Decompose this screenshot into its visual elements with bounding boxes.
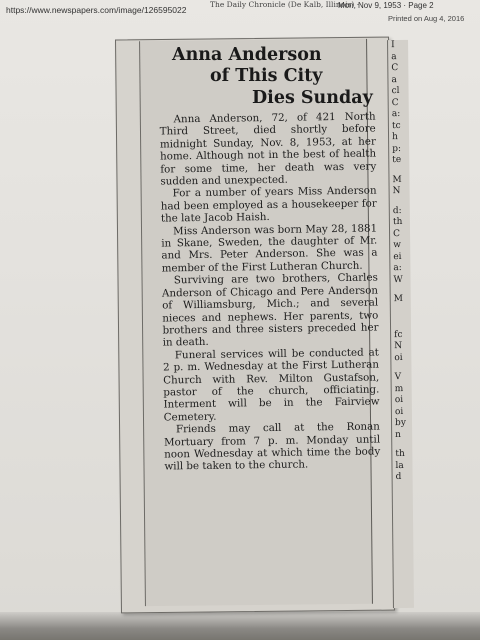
page-edge-shadow	[0, 612, 480, 640]
adjacent-column-fragment-text: th	[395, 448, 405, 460]
adjacent-column-fragment-text: d	[395, 471, 402, 483]
adjacent-column-fragment-text: h	[391, 132, 398, 143]
adjacent-column-fragment-text: fc	[394, 329, 403, 340]
paragraph: Friends may call at the Ronan Mortuary from 7 p. m. Monday until noon Wednesday at which time the body will be taken to the church.	[164, 420, 381, 473]
adjacent-column-fragment-text	[391, 364, 411, 372]
publication-name: The Daily Chronicle (De Kalb, Illinois) ·	[210, 0, 360, 9]
printed-date: Printed on Aug 4, 2016	[388, 14, 465, 23]
adjacent-column-fragment-text: I	[391, 40, 395, 51]
headline-line-2: of This City	[210, 66, 323, 86]
adjacent-column-fragment-text: oi	[394, 394, 404, 406]
adjacent-column-fragment-text: a	[391, 51, 397, 62]
headline-line-3: Dies Sunday	[252, 88, 373, 108]
paragraph: For a number of years Miss Anderson had been employed as a housekeeper for the late Jacob Haish.	[160, 184, 377, 225]
adjacent-column-fragment-text	[392, 441, 412, 449]
adjacent-column-fragment-text: d:	[392, 205, 402, 216]
adjacent-column-fragment-text	[389, 166, 409, 174]
adjacent-column-fragment-text	[391, 321, 411, 329]
adjacent-column-fragment-text: ei	[393, 251, 402, 262]
adjacent-column-fragment-text	[391, 305, 411, 313]
adjacent-column-fragment-text: oi	[394, 406, 404, 417]
adjacent-column-fragment-text: la	[395, 460, 404, 471]
paragraph: Funeral services will be conducted at 2 p. m. Wednesday at the First Lutheran Church with Rev. Milton Gustafson, pastor of the church, officiating. Interment will be in the Fairview Cemetery.	[162, 346, 380, 424]
adjacent-column-fragment-text: a:	[393, 262, 402, 274]
headline-line-1: Anna Anderson	[172, 45, 322, 65]
paragraph: Miss Anderson was born May 28, 1881 in Skane, Sweden, the daughter of Mr. and Mrs. Peter Anderson. She was a member of the First Lutheran Church.	[161, 222, 378, 275]
adjacent-column-fragment-text: N	[394, 340, 403, 352]
adjacent-column-fragment-text: w	[393, 239, 401, 251]
adjacent-column-fragment-text: a	[391, 74, 397, 85]
source-url: https://www.newspapers.com/image/126595022	[6, 5, 187, 15]
adjacent-column-fragment-text: N	[392, 185, 401, 197]
adjacent-column-fragment-text: C	[391, 63, 399, 74]
adjacent-column-fragment-text: M	[392, 174, 402, 185]
adjacent-column-fragment-text: V	[394, 371, 402, 383]
adjacent-column-fragment-text: oi	[394, 352, 403, 363]
adjacent-column-fragment-text: n	[395, 429, 402, 440]
adjacent-column-fragment-text: tc	[391, 120, 401, 131]
adjacent-column-fragment-text: M	[393, 293, 404, 305]
adjacent-column-fragment-text: te	[392, 154, 402, 166]
adjacent-column-fragment-text: m	[394, 383, 404, 394]
adjacent-column-fragment-text: cl	[391, 85, 400, 97]
article-body	[159, 111, 380, 474]
adjacent-column-fragment-text: W	[393, 274, 403, 285]
issue-date-page: Mon, Nov 9, 1953 · Page 2	[338, 1, 434, 10]
paragraph: Surviving are two brothers, Charles Anderson of Chicago and Pere Anderson of Williamsburg, Mich.; and several nieces and nephews. Her parents, two brothers and three sisters preceded her in death.	[161, 271, 379, 349]
adjacent-column-fragment-text	[390, 197, 410, 205]
adjacent-column-fragment-text: th	[392, 216, 403, 228]
adjacent-column-fragment-text: a:	[391, 108, 401, 120]
adjacent-column-fragment-text: C	[391, 97, 399, 108]
paragraph: Anna Anderson, 72, of 421 North Third Street, died shortly before midnight Sunday, Nov. 8, 1953, at her home. Although not in the best of health for some time, her death was very sudden and unexpected.	[159, 110, 377, 188]
adjacent-column-fragment-text: C	[393, 228, 400, 239]
adjacent-column-fragment-text: by	[394, 417, 406, 429]
adjacent-column-fragment-text	[391, 313, 411, 321]
adjacent-column-fragment-text	[391, 286, 411, 294]
adjacent-column-fragment-text: p:	[392, 143, 402, 154]
